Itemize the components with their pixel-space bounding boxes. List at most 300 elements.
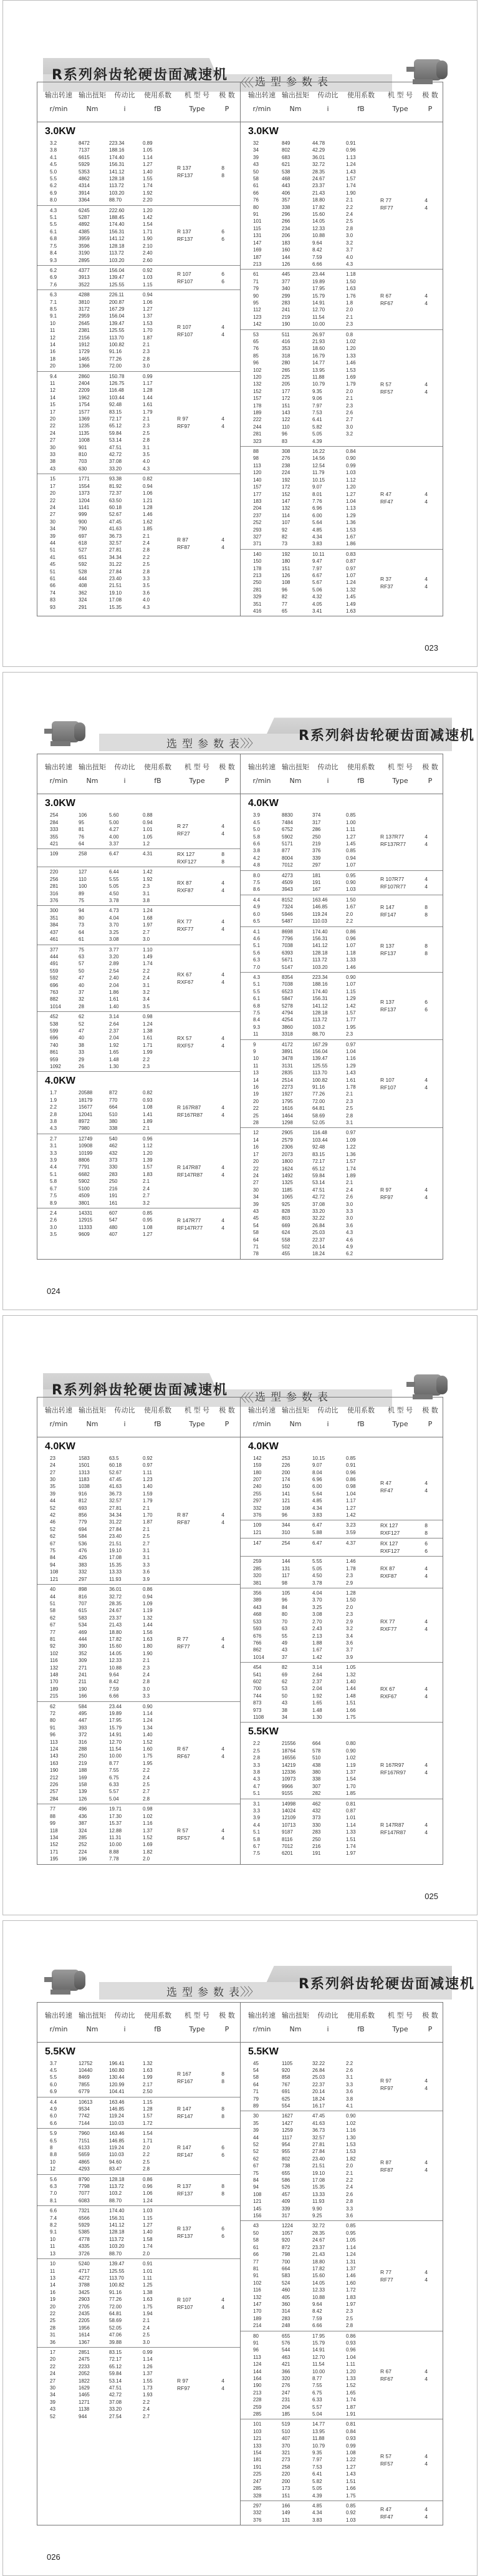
output-speed: 1.7 — [50, 1090, 57, 1096]
table-row — [253, 2346, 379, 2353]
table-row — [253, 512, 379, 519]
table-row — [253, 2287, 379, 2293]
pole-numbers — [212, 1104, 224, 1119]
table-row — [253, 225, 379, 232]
service-factor: 1.17 — [143, 381, 153, 386]
model-names — [176, 1034, 212, 1049]
service-factor: 1.85 — [346, 1791, 356, 1797]
service-factor: 2.8 — [143, 2166, 150, 2172]
service-factor: 2.4 — [346, 2184, 353, 2190]
service-factor: 1.18 — [346, 950, 356, 956]
ratio: 380 — [312, 1769, 321, 1775]
ratio: 141.12 — [109, 168, 125, 175]
service-factor: 3.6 — [143, 590, 150, 596]
ratio: 3.20 — [109, 953, 119, 960]
table-row — [50, 504, 176, 511]
model-type-cell — [379, 2333, 429, 2418]
table-header — [241, 754, 443, 794]
output-speed: 559 — [50, 968, 59, 974]
ratio: 110.03 — [109, 2152, 124, 2158]
output-speed: 96 — [253, 360, 259, 366]
table-row — [50, 2325, 176, 2331]
output-torque: 1008 — [79, 437, 90, 444]
output-torque: 1465 — [79, 356, 90, 362]
service-factor: 1.56 — [143, 1629, 153, 1635]
output-torque: 3959 — [79, 236, 90, 242]
pole-count: 4 — [221, 2378, 224, 2384]
power-rating-heading: 4.0KW — [45, 1076, 75, 1087]
ratio: 5.05 — [312, 2486, 322, 2492]
ratio: 872 — [109, 1090, 118, 1096]
output-torque: 408 — [79, 583, 87, 589]
model-type-cell — [176, 2176, 226, 2205]
output-torque: 669 — [282, 1222, 290, 1228]
table-row — [50, 1636, 176, 1643]
output-torque: 1501 — [79, 1462, 90, 1469]
output-speed: 102 — [253, 367, 262, 373]
output-speed: 156 — [253, 2213, 262, 2219]
service-factor: 1.99 — [143, 2074, 153, 2081]
ratio: 6.33 — [312, 2397, 322, 2403]
table-row — [253, 911, 379, 918]
output-speed: 3.3 — [253, 1762, 261, 1768]
table-row — [253, 1671, 379, 1678]
pole-count: 6 — [221, 271, 224, 278]
output-torque: 8152 — [282, 897, 293, 903]
output-torque: 63 — [79, 953, 84, 960]
service-factor: 1.01 — [143, 827, 153, 833]
ratio: 17.82 — [312, 204, 325, 210]
service-factor: 0.8 — [346, 331, 353, 338]
group-rows — [241, 897, 379, 925]
output-torque: 3860 — [282, 1024, 293, 1030]
output-torque: 4293 — [79, 2166, 90, 2172]
service-factor: 0.95 — [346, 872, 356, 878]
table-row — [253, 2322, 379, 2329]
model-type-cell — [176, 2260, 226, 2346]
table-row — [253, 2265, 379, 2272]
table-row — [50, 1739, 176, 1746]
model-type-cell — [176, 2207, 226, 2257]
output-speed: 27 — [253, 1180, 259, 1186]
output-speed: 99 — [50, 1820, 55, 1827]
output-torque: 55 — [282, 1633, 287, 1639]
table-row — [50, 458, 176, 465]
output-speed: 3.7 — [50, 2060, 57, 2066]
table-row — [50, 190, 176, 197]
group-rows — [241, 928, 379, 971]
output-speed: 599 — [50, 1028, 59, 1034]
service-factor: 2.1 — [346, 2170, 353, 2176]
pole-count: 6 — [221, 228, 224, 235]
service-factor: 0.85 — [143, 1210, 153, 1216]
pole-count: 4 — [221, 1643, 224, 1650]
table-row — [253, 1590, 379, 1597]
output-torque: 3726 — [79, 2250, 90, 2257]
ratio: 12.70 — [312, 2354, 325, 2360]
table-row — [253, 855, 379, 862]
output-speed: 17 — [50, 409, 55, 415]
output-torque: 526 — [282, 2184, 290, 2190]
output-torque: 7321 — [79, 2208, 90, 2214]
output-speed: 5.9 — [50, 2131, 57, 2137]
column-header — [246, 1404, 278, 1437]
ratio: 174.40 — [109, 2208, 125, 2214]
service-factor: 0.90 — [346, 1747, 356, 1754]
pole-count: 4 — [425, 1187, 428, 1193]
group-rows — [37, 868, 176, 904]
output-torque: 61 — [79, 936, 84, 943]
ratio: 6.00 — [312, 512, 322, 518]
output-torque: 10613 — [79, 2099, 93, 2105]
output-speed: 24 — [50, 430, 55, 436]
table-row — [50, 1210, 176, 1217]
model-type-cell — [176, 1586, 226, 1700]
output-speed: 23 — [50, 1455, 55, 1461]
ratio: 72.17 — [109, 2356, 122, 2363]
model-type-cell — [176, 2060, 226, 2096]
output-speed: 8 — [50, 2145, 53, 2151]
model-names — [379, 2268, 415, 2283]
model-type-cell — [379, 1558, 429, 1587]
output-torque: 1927 — [282, 1091, 293, 1097]
output-speed: 538 — [50, 1021, 59, 1027]
output-torque: 258 — [282, 2464, 290, 2470]
service-factor: 1.07 — [346, 862, 356, 868]
ratio: 6.67 — [312, 572, 322, 578]
service-factor: 1.37 — [346, 1769, 356, 1775]
output-speed: 381 — [253, 1580, 262, 1586]
output-speed: 121 — [253, 1529, 262, 1535]
table-row — [50, 1192, 176, 1199]
output-speed: 42 — [50, 1512, 55, 1519]
ratio: 3.14 — [109, 1014, 119, 1020]
table-row — [50, 540, 176, 547]
output-torque: 779 — [79, 1519, 87, 1525]
table-row — [253, 1580, 379, 1587]
service-factor: 1.04 — [346, 2354, 356, 2360]
pole-numbers — [415, 1618, 428, 1633]
ratio: 664 — [312, 1741, 321, 1747]
output-torque: 584 — [79, 1703, 87, 1709]
output-speed: 4.4 — [50, 1164, 57, 1170]
output-torque: 12749 — [79, 1135, 93, 1142]
table-row — [50, 2151, 176, 2158]
service-factor: 1.79 — [346, 381, 356, 387]
ratio: 462 — [109, 1143, 118, 1149]
model-type: RXF127 — [380, 1530, 400, 1537]
table-row — [253, 2184, 379, 2190]
table-row — [253, 2442, 379, 2449]
table-row — [50, 147, 176, 153]
service-factor: 3.9 — [346, 1654, 353, 1660]
model-names — [176, 971, 212, 986]
ratio: 77.26 — [109, 2297, 122, 2303]
service-factor: 2.5 — [143, 2159, 150, 2165]
table-row — [50, 1118, 176, 1125]
model-type-cell — [176, 2099, 226, 2127]
pole-count: 4 — [221, 971, 224, 978]
output-torque: 536 — [79, 1540, 87, 1547]
service-factor: 3.1 — [143, 890, 150, 897]
table-row — [253, 1572, 379, 1579]
ratio: 125.55 — [109, 2268, 125, 2274]
table-row — [50, 1703, 176, 1710]
output-speed: 1014 — [50, 1003, 61, 1009]
ratio: 10.11 — [312, 551, 325, 557]
output-torque: 6083 — [79, 2197, 90, 2204]
model-names — [176, 2296, 212, 2311]
pole-numbers — [415, 2159, 428, 2174]
output-torque: 206 — [282, 233, 290, 239]
service-factor: 1.2 — [143, 841, 150, 847]
ratio: 14.77 — [312, 2421, 325, 2428]
output-speed: 91 — [50, 1724, 55, 1731]
column-header — [246, 761, 278, 794]
output-torque: 1366 — [79, 363, 90, 369]
ratio: 9.47 — [312, 558, 322, 565]
ratio: 23.40 — [109, 1533, 122, 1540]
output-speed: 7.5 — [253, 880, 261, 886]
output-speed: 16 — [253, 1144, 259, 1150]
output-speed: 91 — [253, 2273, 259, 2279]
model-group — [37, 372, 240, 475]
ratio: 6.96 — [312, 505, 322, 512]
pole-count: 4 — [221, 1746, 224, 1752]
model-type: RF57 — [380, 388, 393, 395]
model-group — [241, 1739, 443, 1799]
service-factor: 3.3 — [143, 1693, 150, 1699]
page-title: R系列斜齿轮硬齿面减速机 — [52, 1382, 228, 1398]
model-type: RF67 — [380, 299, 393, 306]
column-header — [313, 761, 343, 794]
output-speed: 1014 — [253, 1654, 264, 1660]
service-factor: 1.27 — [143, 2222, 153, 2228]
model-names — [176, 1827, 212, 1842]
column-header — [379, 89, 421, 122]
model-group — [241, 550, 443, 616]
pole-count: 4 — [221, 1042, 224, 1049]
service-factor: 2.7 — [143, 1540, 150, 1547]
pole-count: 4 — [221, 543, 224, 550]
table-row — [253, 2251, 379, 2258]
output-torque: 1754 — [79, 402, 90, 408]
ratio: 19.10 — [109, 1548, 122, 1554]
output-speed: 67 — [253, 2163, 259, 2169]
table-row — [50, 2120, 176, 2127]
pole-count: 4 — [425, 1194, 428, 1201]
table-row — [253, 2502, 379, 2509]
output-torque: 584 — [79, 1533, 87, 1540]
column-header-unit: Nm — [86, 777, 98, 785]
pole-numbers — [212, 1217, 224, 1232]
table-row — [50, 1063, 176, 1070]
ratio: 19.89 — [312, 278, 325, 284]
ratio: 23.37 — [312, 183, 325, 189]
group-rows — [37, 2176, 176, 2205]
table-row — [50, 1505, 176, 1512]
column-header — [343, 2009, 379, 2042]
service-factor: 1.16 — [346, 2127, 356, 2134]
service-factor: 0.96 — [346, 1469, 356, 1475]
group-rows — [241, 331, 379, 445]
group-rows — [241, 2112, 379, 2219]
service-factor: 4.3 — [143, 604, 150, 610]
output-speed: 32 — [253, 140, 259, 146]
model-names — [176, 164, 212, 179]
model-group — [241, 2111, 443, 2221]
service-factor: 2.5 — [143, 430, 150, 436]
ratio: 19.10 — [109, 590, 122, 596]
service-factor: 3.0 — [346, 424, 353, 430]
pole-numbers — [212, 1635, 224, 1650]
output-torque: 6393 — [282, 950, 293, 956]
model-type: R 137 — [177, 228, 191, 235]
output-speed: 140 — [253, 551, 262, 557]
column-header — [313, 1404, 343, 1437]
service-factor: 1.70 — [143, 1512, 153, 1519]
table-row — [50, 547, 176, 553]
table-row — [253, 1476, 379, 1483]
service-factor: 1.03 — [346, 470, 356, 476]
ratio: 3.08 — [312, 1611, 322, 1618]
column-header — [218, 2009, 236, 2042]
output-speed: 6.6 — [253, 841, 261, 847]
table-row — [50, 334, 176, 341]
output-torque: 802 — [282, 147, 290, 153]
output-speed: 259 — [253, 2404, 262, 2410]
group-rows — [37, 946, 176, 1011]
output-torque: 353 — [282, 346, 290, 352]
table-row — [50, 362, 176, 369]
output-speed: 5.6 — [50, 2176, 57, 2182]
model-type-cell — [379, 1041, 429, 1127]
ratio: 10.00 — [109, 1753, 122, 1759]
catalog-page — [2, 1920, 478, 2576]
group-rows — [241, 2421, 379, 2499]
output-torque: 5278 — [282, 1003, 293, 1009]
pole-count: 8 — [425, 1522, 428, 1529]
pole-numbers — [415, 1821, 428, 1836]
output-torque: 554 — [282, 2102, 290, 2109]
service-factor: 1.36 — [346, 520, 356, 526]
output-torque: 1183 — [79, 1477, 90, 1482]
service-factor: 1.11 — [143, 2275, 152, 2281]
column-header-zh: 极 数 — [219, 91, 235, 99]
service-factor: 0.97 — [346, 565, 356, 571]
output-torque: 231 — [282, 2397, 290, 2403]
output-speed: 4.3 — [50, 207, 57, 213]
service-factor: 4.3 — [346, 261, 353, 267]
output-speed: 7.1 — [50, 299, 57, 305]
service-factor: 1.43 — [346, 168, 356, 175]
output-torque: 10440 — [79, 2067, 93, 2073]
ratio: 113.72 — [109, 250, 124, 256]
model-type: RXF67 — [177, 978, 194, 985]
model-type: RF97 — [177, 2385, 190, 2391]
output-torque: 18764 — [282, 1747, 296, 1754]
output-speed: 8.4 — [50, 250, 57, 256]
ratio: 223.34 — [312, 974, 328, 980]
service-factor: 1.78 — [346, 1084, 356, 1091]
pole-count: 4 — [425, 2506, 428, 2513]
service-factor: 2.6 — [346, 2191, 353, 2197]
ratio: 15.60 — [312, 2273, 325, 2279]
table-row — [253, 1829, 379, 1835]
output-speed: 190 — [50, 1767, 59, 1774]
ratio: 17.95 — [312, 2333, 325, 2339]
service-factor: 2.0 — [346, 307, 353, 313]
model-names — [379, 1821, 415, 1836]
output-torque: 5147 — [282, 964, 293, 970]
model-type-cell — [379, 2421, 429, 2499]
ratio: 5.82 — [312, 2478, 322, 2484]
output-torque: 126 — [79, 1796, 87, 1802]
table-row — [253, 448, 379, 455]
column-header — [140, 2009, 176, 2042]
service-factor: 2.8 — [143, 1796, 150, 1802]
model-group — [241, 927, 443, 973]
output-speed: 187 — [253, 254, 262, 260]
column-header — [110, 89, 140, 122]
table-row — [253, 2280, 379, 2287]
ratio: 540 — [109, 1135, 118, 1142]
output-speed: 102 — [253, 2280, 262, 2286]
output-torque: 421 — [282, 2361, 290, 2368]
service-factor: 2.4 — [143, 1774, 150, 1781]
table-row — [253, 2134, 379, 2141]
table-row — [253, 1229, 379, 1236]
service-factor: 2.8 — [346, 2199, 353, 2205]
service-factor: 2.7 — [143, 1789, 150, 1795]
model-group — [37, 1134, 240, 1208]
service-factor: 1.54 — [143, 221, 153, 228]
column-header-zh: 输出扭矩 — [79, 1406, 106, 1414]
service-factor: 1.74 — [346, 183, 356, 189]
output-speed: 113 — [50, 1739, 58, 1745]
group-rows — [37, 373, 176, 473]
model-type: RF147 — [380, 911, 396, 918]
table-row — [253, 579, 379, 586]
column-header-unit: r/min — [49, 777, 68, 785]
ratio: 181 — [312, 872, 321, 878]
pole-numbers — [415, 575, 428, 590]
service-factor: 1.24 — [346, 162, 356, 168]
table-row — [253, 1119, 379, 1126]
table-row — [50, 175, 176, 182]
model-group — [37, 139, 240, 206]
model-type: RF147R77 — [177, 1224, 203, 1231]
output-speed: 332 — [253, 2510, 262, 2516]
table-row — [50, 929, 176, 936]
pole-count: 6 — [425, 1540, 428, 1547]
service-factor: 1.02 — [143, 1813, 153, 1819]
column-header-zh: 输出转速 — [248, 2011, 276, 2019]
ratio: 11.54 — [312, 2361, 325, 2368]
model-type: RF77 — [380, 204, 393, 211]
pole-count: 4 — [425, 1565, 428, 1572]
output-torque: 283 — [282, 299, 290, 306]
output-speed: 96 — [50, 1732, 55, 1738]
ratio: 23.44 — [109, 1703, 122, 1709]
table-row — [50, 1547, 176, 1554]
group-rows — [241, 1041, 379, 1127]
ratio: 547 — [109, 1217, 118, 1223]
output-torque: 14998 — [282, 1801, 296, 1807]
column-header-unit: i — [123, 105, 126, 113]
ratio: 63.5 — [109, 1455, 119, 1461]
table-row — [50, 2303, 176, 2310]
